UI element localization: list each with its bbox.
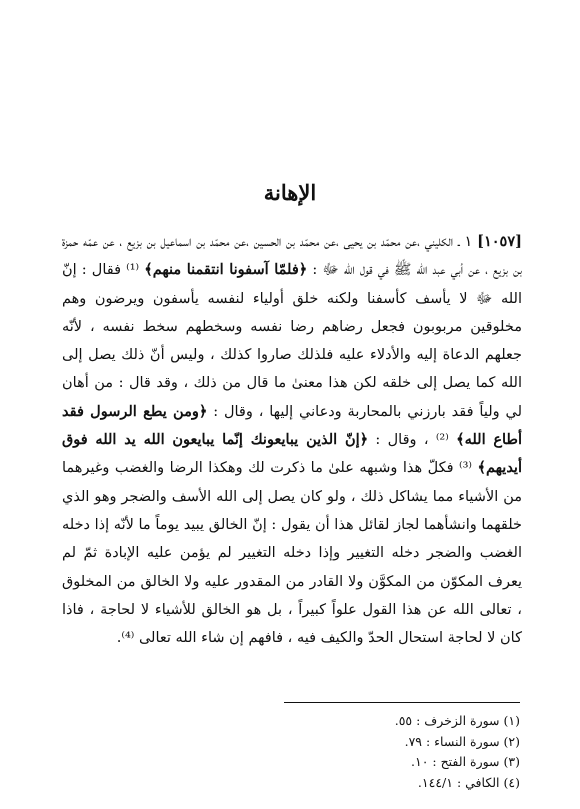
footnote: (١) سورة الزخرف : ٥٥. <box>394 713 520 728</box>
footnotes <box>60 711 520 793</box>
footnote-divider <box>284 702 520 703</box>
text-segment-1: ١ ـ الكليني ،عن محمّد بن يحيى ،عن محمّد بن الحسين ،عن محمّد بن اسماعيل بن بزيع ، عن عمّه حمزة بن بزيع ، عن أبي عبد الله ﷺ في قول الله ﷻ : <box>62 234 523 279</box>
quran-verse-1: ﴿فلمّا آسفونا انتقمنا منهم﴾ <box>144 261 308 279</box>
footnote: (٤) الكافي : ١٤٤/١. <box>417 774 520 790</box>
text-segment-2: ⁽¹⁾ فقال : إنّ الله ﷻ لا يأسف كأسفنا ولكنه خلق أولياء لنفسه يأسفون ويرضون وهم مخلوقين مربوبون فجعل رضاهم رضا نفسه وسخطهم سخط نفسه ، لأنّه جعلهم الدعاة إليه والأدلاء عليه فلذلك صاروا كذلك ، وليس أنّ ذلك يصل إلى الله كما يصل إلى خلقه لكن هذا معنىٰ ما قال من ذلك ، وقد قال : من أهان لي ولياً فقد بارزني بالمحاربة ودعاني إليها ، وقال : <box>62 262 522 420</box>
quran-verse-3: ﴿إنّ الذين يبايعونك إنّما يبايعون الله يد الله فوق أيديهم﴾ <box>62 431 522 477</box>
quran-verse-2: ﴿ومن يطع الرسول فقد أطاع الله﴾ <box>62 402 522 449</box>
hadith-text <box>62 228 522 652</box>
footnote: (٣) سورة الفتح : ١٠. <box>411 754 520 769</box>
footnote: (٢) سورة النساء : ٧٩. <box>404 733 520 749</box>
text-segment-4: ⁽³⁾ فكلّ هذا وشبهه علىٰ ما ذكرت لك وهكذا الرضا والغضب وغيرهما من الأشياء مما يشاكل ذلك ، ولو كان يصل إلى الله الأسف والضجر وهو الذي خلقهما وانشأهما لجاز لقائل هذا أن يقول : إنّ الخالق يبيد يوماً ما لأنّه إذا دخله الغضب والضجر دخله التغيير وإذا دخله التغيير لم يؤمن عليه الإبادة ثمّ لم يعرف المكوّن من المكوَّن ولا القادر من المقدور عليه ولا الخالق من المخلوق ، تعالى الله عن هذا القول علواً كبيراً ، بل هو الخالق للأشياء لا لحاجة ، فاذا كان لا لحاجة استحال الحدّ والكيف فيه ، فافهم إن شاء الله تعالى ⁽⁴⁾. <box>62 460 522 647</box>
page-title: الإهانة <box>263 180 317 205</box>
text-segment-3: ⁽²⁾ ، وقال : <box>368 432 457 449</box>
hadith-number: [١٠٥٧] <box>477 233 522 250</box>
